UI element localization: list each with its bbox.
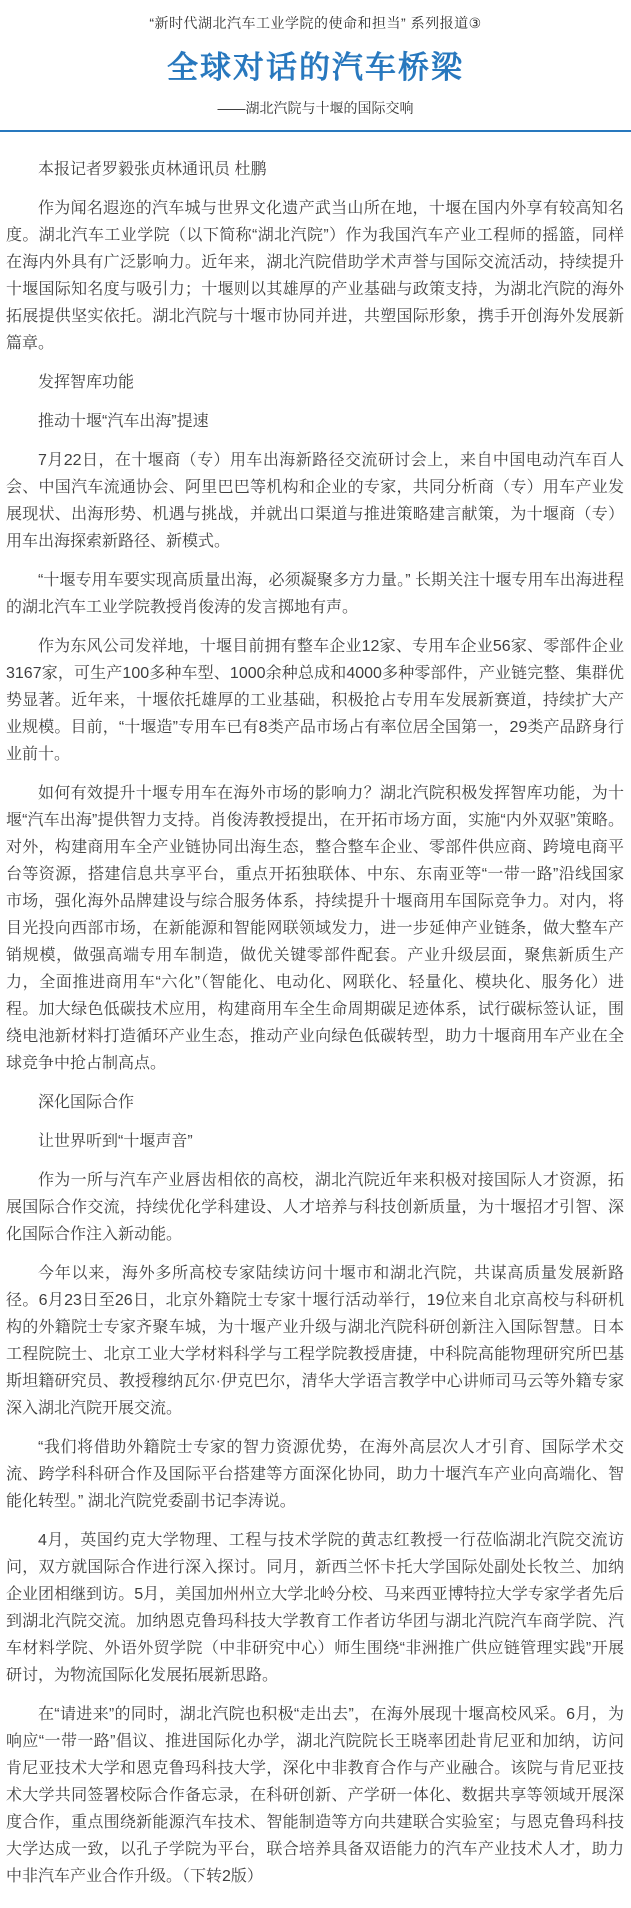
section-subheading: 推动十堰“汽车出海”提速 [38,413,209,430]
paragraph: 今年以来，海外多所高校专家陆续访问十堰市和湖北汽院，共谋高质量发展新路径。6月23日至26日，北京外籍院士专家十堰行活动举行，19位来自北京高校与科研机构的外籍院士专家齐聚车城，为十堰产业升级与湖北汽院科研创新注入国际智慧。日本工程院院士、北京工业大学材料科学与工程学院教授唐捷，中科院高能物理研究所巴基斯坦籍研究员、教授穆纳瓦尔·伊克巴尔，清华大学语言教学中心讲师司马云等外籍专家深入湖北汽院开展交流。 [6,1265,624,1417]
section-heading: 深化国际合作 [38,1094,135,1111]
series-kicker: “新时代湖北汽车工业学院的使命和担当” 系列报道③ [149,15,482,31]
paragraph: “十堰专用车要实现高质量出海，必须凝聚多方力量。” 长期关注十堰专用车出海进程的湖北汽车工业学院教授肖俊涛的发言掷地有声。 [6,572,624,616]
paragraph: 7月22日，在十堰商（专）用车出海新路径交流研讨会上，来自中国电动汽车百人会、中国汽车流通协会、阿里巴巴等机构和企业的专家，共同分析商（专）用车产业发展现状、出海形势、机遇与挑战，并就出口渠道与推进策略建言献策，为十堰商（专）用车出海探索新路径、新模式。 [6,452,624,550]
paragraph: “我们将借助外籍院士专家的智力资源优势，在海外高层次人才引育、国际学术交流、跨学科科研合作及国际平台搭建等方面深化协同，助力十堰汽车产业向高端化、智能化转型。” 湖北汽院党委副书记李涛说。 [6,1439,624,1510]
article-subtitle: ——湖北汽院与十堰的国际交响 [217,100,414,116]
byline: 本报记者罗毅张贞林通讯员 杜鹏 [38,161,267,178]
article-body [0,132,631,1908]
article-title: 全球对话的汽车桥梁 [167,50,464,85]
section-heading: 发挥智库功能 [38,374,135,391]
paragraph: 如何有效提升十堰专用车在海外市场的影响力？湖北汽院积极发挥智库功能，为十堰“汽车出海”提供智力支持。肖俊涛教授提出，在开拓市场方面，实施“内外双驱”策略。对外，构建商用车全产业链协同出海生态，整合整车企业、零部件供应商、跨境电商平台等资源，搭建信息共享平台，重点开拓独联体、中东、东南亚等“一带一路”沿线国家市场，强化海外品牌建设与综合服务体系，持续提升十堰商用车国际竞争力。对内，将目光投向西部市场，在新能源和智能网联领域发力，进一步延伸产业链条，做大整车产销规模，做强高端专用车制造，做优关键零部件配套。产业升级层面，聚焦新质生产力，全面推进商用车“六化”（智能化、电动化、网联化、轻量化、模块化、服务化）进程。加大绿色低碳技术应用，构建商用车全生命周期碳足迹体系，试行碳标签认证，围绕电池新材料打造循环产业生态，推动产业向绿色低碳转型，助力十堰商用车产业在全球竞争中抢占制高点。 [6,785,624,1072]
section-subheading: 让世界听到“十堰声音” [38,1133,193,1150]
paragraph: 4月，英国约克大学物理、工程与技术学院的黄志红教授一行莅临湖北汽院交流访问，双方就国际合作进行深入探讨。同月，新西兰怀卡托大学国际处副处长牧兰、加纳企业团相继到访。5月，美国加州州立大学北岭分校、马来西亚博特拉大学专家学者先后到湖北汽院交流。加纳恩克鲁玛科技大学教育工作者访华团与湖北汽院汽车商学院、汽车材料学院、外语外贸学院（中非研究中心）师生围绕“非洲推广供应链管理实践”开展研讨，为物流国际化发展拓展新思路。 [6,1532,624,1684]
article-header [0,0,631,118]
paragraph: 在“请进来”的同时，湖北汽院也积极“走出去”，在海外展现十堰高校风采。6月，为响应“一带一路”倡议、推进国际化办学，湖北汽院院长王晓率团赴肯尼亚和加纳，访问肯尼亚技术大学和恩克鲁玛科技大学，深化中非教育合作与产业融合。该院与肯尼亚技术大学共同签署校际合作备忘录，在科研创新、产学研一体化、数据共享等领域开展深度合作，重点围绕新能源汽车技术、智能制造等方向共建联合实验室；与恩克鲁玛科技大学达成一致，以孔子学院为平台，联合培养具备双语能力的汽车产业技术人才，助力中非汽车产业合作升级。（下转2版） [6,1706,624,1885]
paragraph: 作为一所与汽车产业唇齿相依的高校，湖北汽院近年来积极对接国际人才资源，拓展国际合作交流，持续优化学科建设、人才培养与科技创新质量，为十堰招才引智、深化国际合作注入新动能。 [6,1172,624,1243]
paragraph: 作为闻名遐迩的汽车城与世界文化遗产武当山所在地，十堰在国内外享有较高知名度。湖北汽车工业学院（以下简称“湖北汽院”）作为我国汽车产业工程师的摇篮，同样在海内外具有广泛影响力。近年来，湖北汽院借助学术声誉与国际交流活动，持续提升十堰国际知名度与吸引力；十堰则以其雄厚的产业基础与政策支持，为湖北汽院的海外拓展提供坚实依托。湖北汽院与十堰市协同并进，共塑国际形象，携手开创海外发展新篇章。 [6,200,624,352]
paragraph: 作为东风公司发祥地，十堰目前拥有整车企业12家、专用车企业56家、零部件企业3167家，可生产100多种车型、1000余种总成和4000多种零部件，产业链完整、集群优势显著。近年来，十堰依托雄厚的工业基础，积极抢占专用车发展新赛道，持续扩大产业规模。目前，“十堰造”专用车已有8类产品市场占有率位居全国第一，29类产品跻身行业前十。 [6,638,624,763]
